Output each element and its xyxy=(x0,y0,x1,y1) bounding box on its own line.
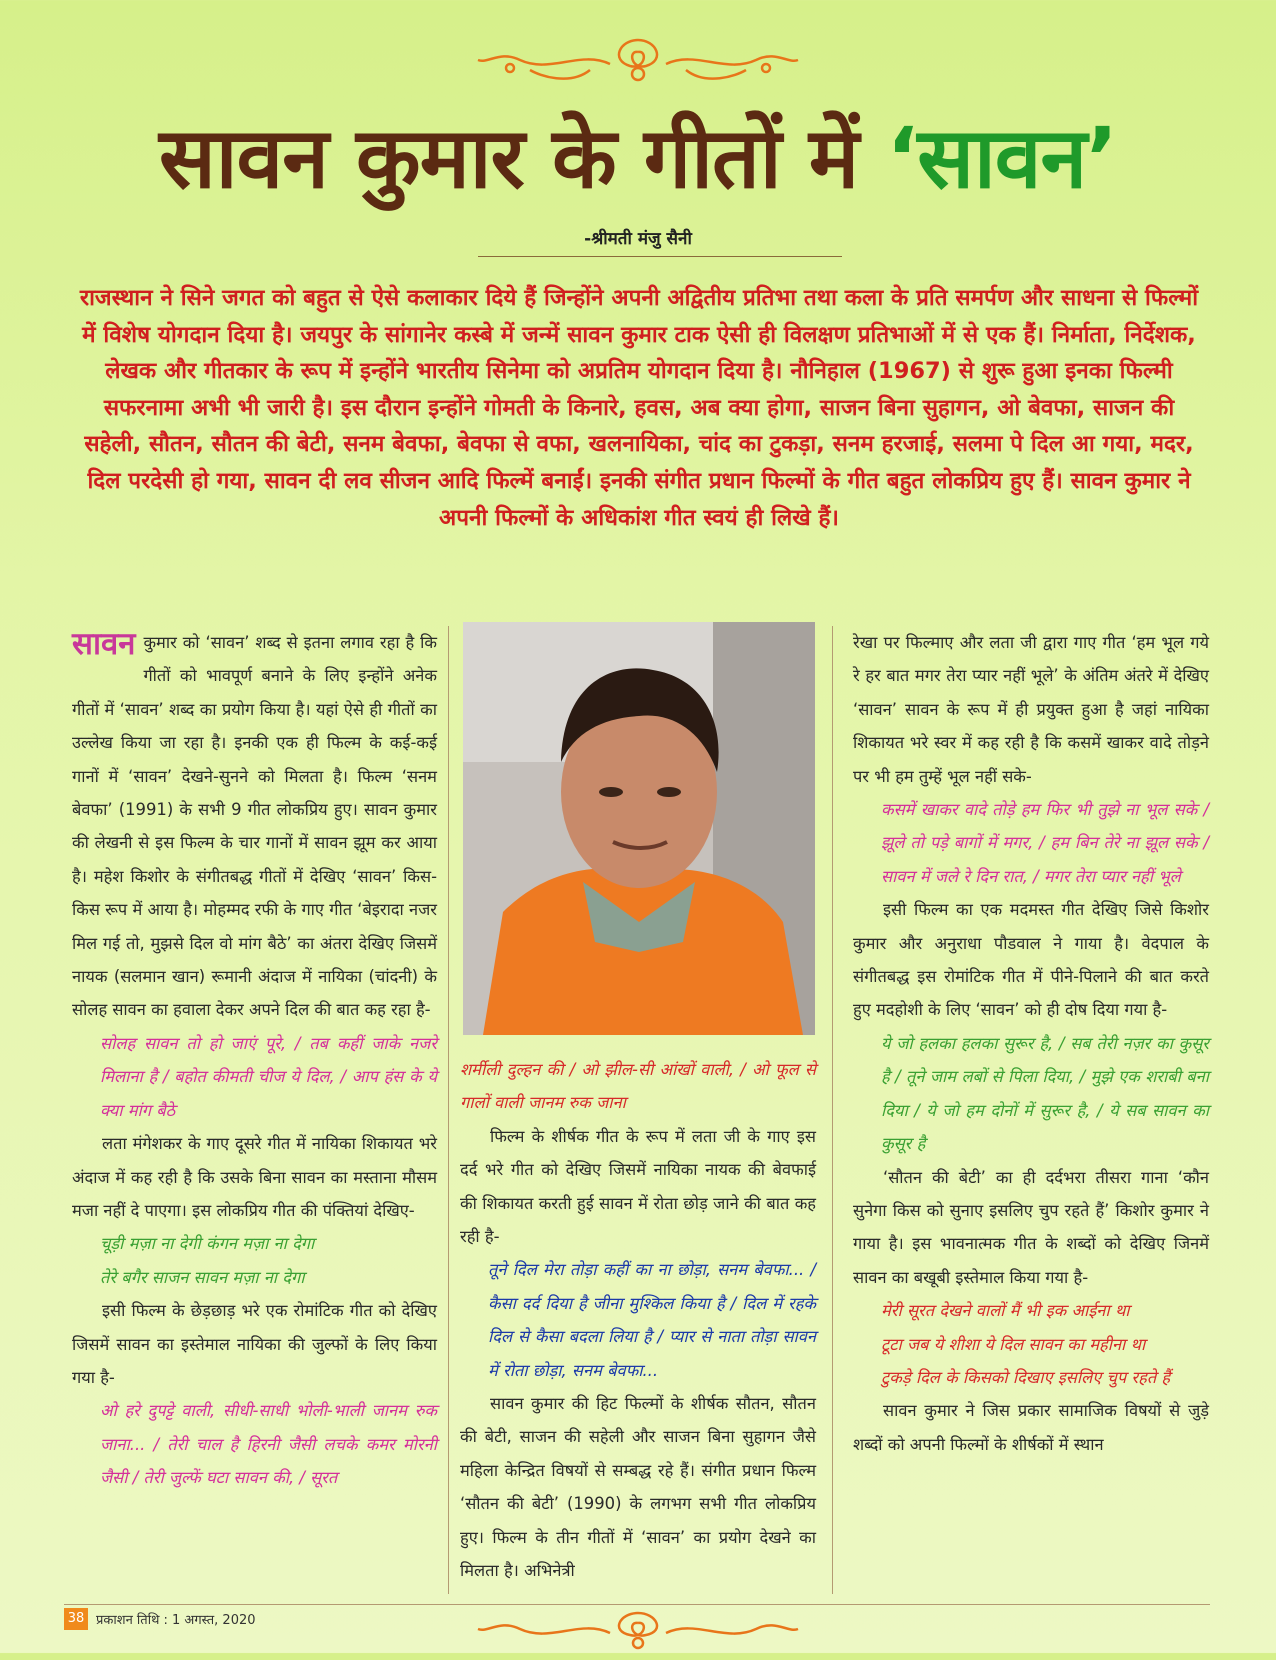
song-quote: कसमें खाकर वादे तोड़े हम फिर भी तुझे ना भूल सके / झूले तो पड़े बागों में मगर, / हम बिन तेरे ना झूल सके / सावन में जले रे दिन रात, / मगर तेरा प्यार नहीं भूले xyxy=(881,800,1209,886)
col1-para-1: कुमार को ‘सावन’ शब्द से इतना लगाव रहा है कि गीतों को भावपूर्ण बनाने के लिए इन्होंने अनेक गीतों में ‘सावन’ शब्द का प्रयोग किया है। यहां ऐसे ही गीतों का उल्लेख किया जा रहा है। इनकी एक ही फिल्म के कई-कई गानों में ‘सावन’ देखने-सुनने को मिलता है। फिल्म ‘सनम बेवफा’ (1991) के सभी 9 गीत लोकप्रिय हुए। सावन कुमार की लेखनी से इस फिल्म के चार गानों में सावन झूम कर आया है। महेश किशोर के संगीतबद्ध गीतों में देखिए ‘सावन’ किस-किस रूप में आया है। मोहम्मद रफी के गाए गीत ‘बेइरादा नजर मिल गई तो, मुझसे दिल वो मांग बैठे’ का अंतरा देखिए जिसमें नायक (सलमान खान) रूमानी अंदाज में नायिका (चांदनी) के सोलह सावन का हवाला देकर अपने दिल की बात कह रहा है- xyxy=(72,633,437,1020)
column-divider xyxy=(832,626,833,1594)
song-quote: शर्मीली दुल्हन की / ओ झील-सी आंखों वाली, / ओ फूल से गालों वाली जानम रुक जाना xyxy=(460,1060,816,1113)
col3-para-1: इसी फिल्म का एक मदमस्त गीत देखिए जिसे किशोर कुमार और अनुराधा पौडवाल ने गाया है। वेदपाल के संगीतबद्ध इस रोमांटिक गीत में पीने-पिलाने की बात करते हुए मदहोशी के लिए ‘सावन’ को ही दोष दिया गया है- xyxy=(853,900,1209,1020)
intro-paragraph: राजस्थान ने सिने जगत को बहुत से ऐसे कलाकार दिये हैं जिन्होंने अपनी अद्वितीय प्रतिभा तथा कला के प्रति समर्पण और साधना से फिल्मों में विशेष योगदान दिया है। जयपुर के सांगानेर कस्बे में जन्में सावन कुमार टाक ऐसी ही विलक्षण प्रतिभाओं में से एक हैं। निर्माता, निर्देशक, लेखक और गीतकार के रूप में इन्होंने भारतीय सिनेमा को अप्रतिम योगदान दिया है। नौनिहाल (1967) से शुरू हुआ इनका फिल्मी सफरनामा अभी भी जारी है। इस दौरान इन्होंने गोमती के किनारे, हवस, अब क्या होगा, साजन बिना सुहागन, ओ बेवफा, साजन की सहेली, सौतन, सौतन की बेटी, सनम बेवफा, बेवफा से वफा, खलनायिका, चांद का टुकड़ा, सनम हरजाई, सलमा पे दिल आ गया, मदर, दिल परदेसी हो गया, सावन दी लव सीजन आदि फिल्में बनाईं। इनकी संगीत प्रधान फिल्मों के गीत बहुत लोकप्रिय हुए हैं। सावन कुमार ने अपनी फिल्मों के अधिकांश गीत स्वयं ही लिखे हैं। xyxy=(79,285,1199,531)
byline-divider xyxy=(478,256,842,257)
col3-para-2: ‘सौतन की बेटी’ का ही दर्दभरा तीसरा गाना ‘कौन सुनेगा किस को सुनाए इसलिए चुप रहते हैं’ किशोर कुमार ने गाया है। इस भावनात्मक गीत के शब्दों को देखिए जिनमें सावन का बखूबी इस्तेमाल किया गया है- xyxy=(853,1167,1209,1287)
song-quote: तेरे बगैर साजन सावन मज़ा ना देगा xyxy=(100,1267,305,1287)
page-title-highlight: ‘सावन’ xyxy=(886,109,1118,207)
page-number: 38 xyxy=(64,1608,88,1630)
col1-para-2: लता मंगेशकर के गाए दूसरे गीत में नायिका शिकायत भरे अंदाज में कह रही है कि उसके बिना सावन का मस्ताना मौसम मजा नहीं दे पाएगा। इस लोकप्रिय गीत की पंक्तियां देखिए- xyxy=(72,1134,437,1220)
portrait-photo xyxy=(463,622,815,1035)
decorative-ornament-bottom xyxy=(470,1600,806,1660)
song-quote: ओ हरे दुपट्टे वाली, सीधी-साधी भोली-भाली जानम रुक जाना... / तेरी चाल है हिरनी जैसी लचके कमर मोरनी जैसी / तेरी जुल्फें घटा सावन की, / सूरत xyxy=(100,1401,437,1488)
song-quote: ये जो हलका हलका सुरूर है, / सब तेरी नज़र का कुसूर है / तूने जाम लबों से पिला दिया, / मुझे एक शराबी बना दिया / ये जो हम दोनों में सुरूर है, / ये सब सावन का कुसूर है xyxy=(881,1033,1209,1154)
publish-date: प्रकाशन तिथि : 1 अगस्त, 2020 xyxy=(96,1613,256,1628)
page-title-main: सावन कुमार के गीतों में xyxy=(158,109,859,207)
col2-para-1: फिल्म के शीर्षक गीत के रूप में लता जी के गाए इस दर्द भरे गीत को देखिए जिसमें नायिका नायक की बेवफाई की शिकायत करती हुई सावन में रोता छोड़ जाने की बात कह रही है- xyxy=(460,1126,816,1247)
col1-para-3: इसी फिल्म के छेड़छाड़ भरे एक रोमांटिक गीत को देखिए जिसमें सावन का इस्तेमाल नायिका की जुल्फों के लिए किया गया है- xyxy=(72,1301,437,1387)
column-divider xyxy=(448,626,449,1594)
col3-para-0: रेखा पर फिल्माए और लता जी द्वारा गाए गीत ‘हम भूल गये रे हर बात मगर तेरा प्यार नहीं भूले’ के अंतिम अंतरे में देखिए ‘सावन’ सावन के रूप में ही प्रयुक्त हुआ है जहां नायिका शिकायत भरे स्वर में कह रही है कि कसमें खाकर वादे तोड़ने पर भी हम तुम्हें भूल नहीं सके- xyxy=(853,633,1209,786)
song-quote: टूटा जब ये शीशा ये दिल सावन का महीना था xyxy=(881,1334,1146,1354)
decorative-ornament-top xyxy=(470,30,806,90)
song-quote: चूड़ी मज़ा ना देगी कंगन मज़ा ना देगा xyxy=(100,1234,315,1254)
article-column-3 xyxy=(853,626,1209,1461)
song-quote: तूने दिल मेरा तोड़ा कहीं का ना छोड़ा, सनम बेवफा... / कैसा दर्द दिया है जीना मुश्किल किया है / दिल में रहके दिल से कैसा बदला लिया है / प्यार से नाता तोड़ा सावन में रोता छोड़ा, सनम बेवफा... xyxy=(488,1260,816,1380)
page-title xyxy=(0,108,1276,208)
song-quote: मेरी सूरत देखने वालों मैं भी इक आईना था xyxy=(881,1301,1130,1321)
article-column-2 xyxy=(460,1053,816,1588)
col2-para-2: सावन कुमार की हिट फिल्मों के शीर्षक सौतन, सौतन की बेटी, साजन की सहेली और साजन बिना सुहागन जैसे महिला केन्द्रित विषयों से सम्बद्ध रहे हैं। संगीत प्रधान फिल्म ‘सौतन की बेटी’ (1990) के लगभग सभी गीत लोकप्रिय हुए। फिल्म के तीन गीतों में ‘सावन’ का प्रयोग देखने का मिलता है। अभिनेत्री xyxy=(460,1394,816,1581)
song-quote: टुकड़े दिल के किसको दिखाए इसलिए चुप रहते हैं xyxy=(881,1367,1171,1387)
author-byline: -श्रीमती मंजु सैनी xyxy=(584,229,692,249)
col3-para-3: सावन कुमार ने जिस प्रकार सामाजिक विषयों से जुड़े शब्दों को अपनी फिल्मों के शीर्षकों में स्थान xyxy=(853,1401,1209,1454)
article-column-1 xyxy=(72,626,437,1495)
song-quote: सोलह सावन तो हो जाएं पूरे, / तब कहीं जाके नजरे मिलाना है / बहोत कीमती चीज ये दिल, / आप हंस के ये क्या मांग बैठे xyxy=(100,1033,437,1120)
drop-word: सावन xyxy=(72,626,136,662)
